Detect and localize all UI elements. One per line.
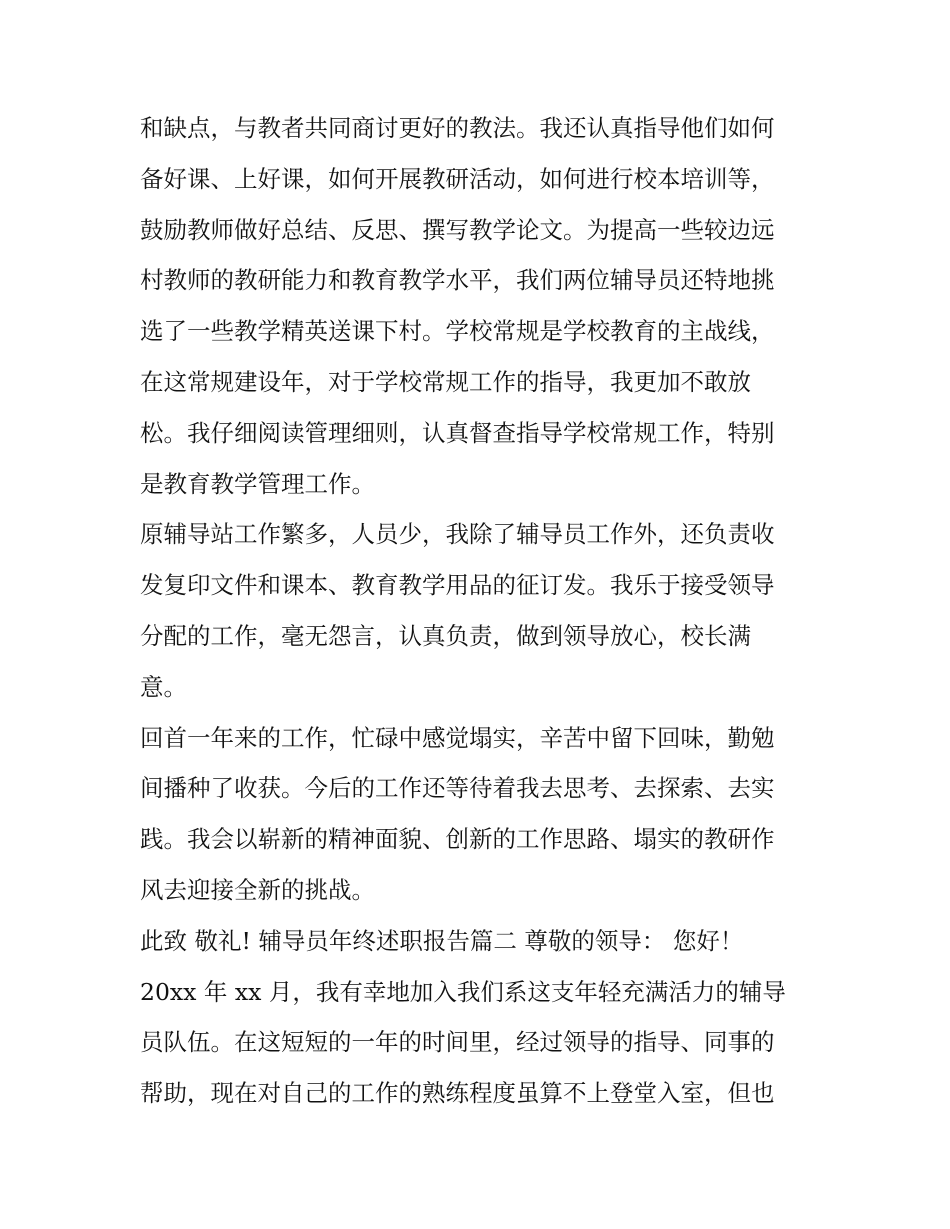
text-line: 回首一年来的工作，忙碌中感觉塌实，辛苦中留下回味，勤勉 [140,723,775,752]
text-line: 在这常规建设年，对于学校常规工作的指导，我更加不敢放 [140,367,751,396]
text-line: 20xx 年 xx 月，我有幸地加入我们系这支年轻充满活力的辅导 [140,977,786,1006]
text-line: 分配的工作，毫无怨言，认真负责，做到领导放心，校长满 [140,621,751,650]
text-line: 鼓励教师做好总结、反思、撰写教学论文。为提高一些较边远 [140,215,775,244]
text-line: 原辅导站工作繁多，人员少，我除了辅导员工作外，还负责收 [140,520,775,549]
body-text [140,103,820,1119]
text-line: 发复印文件和课本、教育教学用品的征订发。我乐于接受领导 [140,571,775,600]
text-line: 和缺点，与教者共同商讨更好的教法。我还认真指导他们如何 [140,114,775,142]
text-line: 此致 敬礼! 辅导员年终述职报告篇二 尊敬的领导： 您好！ [140,926,744,955]
text-line: 村教师的教研能力和教育教学水平，我们两位辅导员还特地挑 [140,266,775,295]
text-line: 风去迎接全新的挑战。 [140,875,375,904]
text-line: 是教育教学管理工作。 [140,469,375,498]
text-line: 意。 [140,672,187,701]
text-line: 松。我仔细阅读管理细则，认真督查指导学校常规工作，特别 [140,418,775,447]
text-line: 选了一些教学精英送课下村。学校常规是学校教育的主战线， [140,317,775,346]
text-line: 间播种了收获。今后的工作还等待着我去思考、去探索、去实 [140,774,775,803]
text-line: 备好课、上好课，如何开展教研活动，如何进行校本培训等， [140,164,775,193]
text-line: 帮助，现在对自己的工作的熟练程度虽算不上登堂入室，但也 [140,1079,775,1108]
text-line: 践。我会以崭新的精神面貌、创新的工作思路、塌实的教研作 [140,825,775,854]
text-line: 员队伍。在这短短的一年的时间里，经过领导的指导、同事的 [140,1028,775,1057]
